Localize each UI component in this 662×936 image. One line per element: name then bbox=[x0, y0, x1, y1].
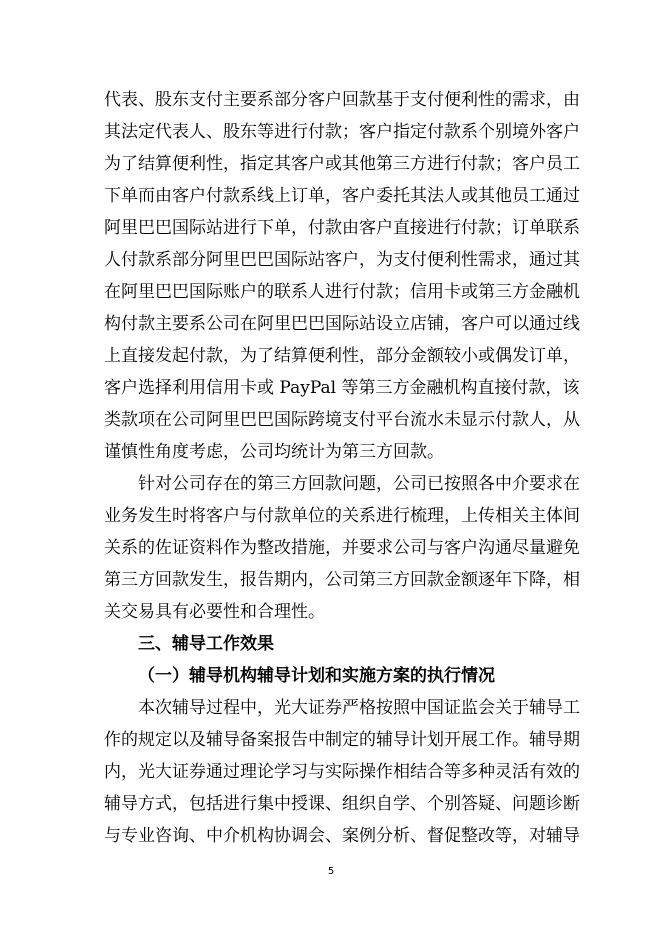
paragraph-payment-methods bbox=[104, 84, 580, 468]
text-line: 谨慎性角度考虑，公司均统计为第三方回款。 bbox=[104, 442, 444, 462]
text-line: 在阿里巴巴国际账户的联系人进行付款；信用卡或第三方金融机 bbox=[104, 282, 580, 302]
text-line: 阿里巴巴国际站进行下单，付款由客户直接进行付款；订单联系 bbox=[104, 218, 580, 238]
text-line: 针对公司存在的第三方回款问题，公司已按照各中介要求在 bbox=[138, 474, 580, 494]
paragraph-tutoring-process bbox=[104, 692, 580, 852]
text-line: 类款项在公司阿里巴巴国际跨境支付平台流水未显示付款人，从 bbox=[104, 410, 580, 430]
text-line: 为了结算便利性，指定其客户或其他第三方进行付款；客户员工 bbox=[104, 154, 580, 174]
subsection-heading: （一）辅导机构辅导计划和实施方案的执行情况 bbox=[138, 666, 495, 686]
text-line: 第三方回款发生，报告期内，公司第三方回款金额逐年下降，相 bbox=[104, 570, 580, 590]
text-line: 关系的佐证资料作为整改措施，并要求公司与客户沟通尽量避免 bbox=[104, 538, 580, 558]
text-line: 下单而由客户付款系线上订单，客户委托其法人或其他员工通过 bbox=[104, 186, 580, 206]
text-line: 构付款主要系公司在阿里巴巴国际站设立店铺，客户可以通过线 bbox=[104, 314, 580, 334]
text-line: 上直接发起付款，为了结算便利性，部分金额较小或偶发订单， bbox=[104, 346, 580, 366]
text-line: 辅导方式，包括进行集中授课、组织自学、个别答疑、问题诊断 bbox=[104, 794, 580, 814]
text-line: 客户选择利用信用卡或 PayPal 等第三方金融机构直接付款，该 bbox=[104, 378, 580, 398]
text-line: 作的规定以及辅导备案报告中制定的辅导计划开展工作。辅导期 bbox=[104, 730, 580, 750]
text-line: 代表、股东支付主要系部分客户回款基于支付便利性的需求，由 bbox=[104, 90, 580, 110]
text-line: 其法定代表人、股东等进行付款；客户指定付款系个别境外客户 bbox=[104, 122, 580, 142]
text-line: 业务发生时将客户与付款单位的关系进行梳理，上传相关主体间 bbox=[104, 506, 580, 526]
page-body bbox=[104, 84, 580, 852]
text-line: 内，光大证券通过理论学习与实际操作相结合等多种灵活有效的 bbox=[104, 762, 580, 782]
text-line: 本次辅导过程中，光大证券严格按照中国证监会关于辅导工 bbox=[138, 698, 580, 718]
section-heading: 三、辅导工作效果 bbox=[138, 634, 274, 654]
paragraph-rectification bbox=[104, 468, 580, 628]
text-line: 与专业咨询、中介机构协调会、案例分析、督促整改等，对辅导 bbox=[104, 826, 580, 846]
text-line: 关交易具有必要性和合理性。 bbox=[104, 602, 325, 622]
text-line: 人付款系部分阿里巴巴国际站客户，为支付便利性需求，通过其 bbox=[104, 250, 580, 270]
page-number: 5 bbox=[327, 866, 335, 877]
